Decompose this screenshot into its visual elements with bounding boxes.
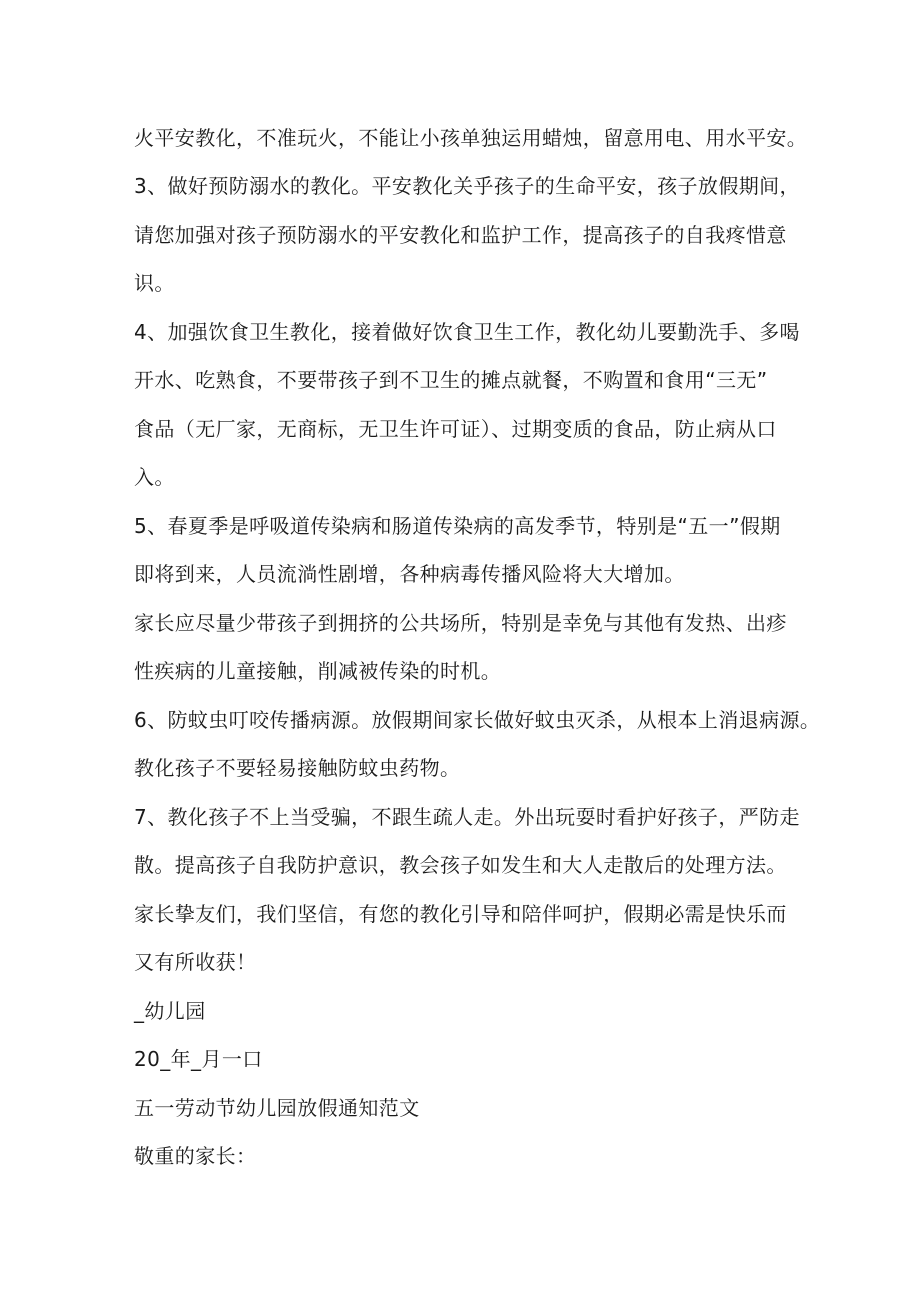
text-line: 教化孩子不要轻易接触防蚊虫药物。	[134, 756, 461, 780]
text-line: 食品（无厂家，无商标，无卫生许可证）、过期变质的食品，防止病从口	[134, 417, 777, 441]
text-line: 请您加强对孩子预防溺水的平安教化和监护工作，提高孩子的自我疼惜意	[134, 223, 787, 247]
text-line: 4、加强饮食卫生教化，接着做好饮食卫生工作，教化幼儿要勤洗手、多喝	[134, 320, 800, 344]
text-line: 入。	[134, 465, 175, 489]
text-line: 开水、吃熟食，不要带孩子到不卫生的摊点就餐，不购置和食用“三无”	[134, 368, 768, 392]
text-line: 5、春夏季是呼吸道传染病和肠道传染病的高发季节，特别是“五一”假期	[134, 514, 781, 538]
signature-date: 20_年_月一口	[134, 1047, 263, 1071]
text-line: 又有所收获！	[134, 950, 257, 974]
text-line: 火平安教化，不准玩火，不能让小孩单独运用蜡烛，留意用电、用水平安。	[134, 126, 808, 150]
text-line: 家长应尽量少带孩子到拥挤的公共场所，特别是幸免与其他有发热、出疹	[134, 611, 787, 635]
text-line: 散。提高孩子自我防护意识，教会孩子如发生和大人走散后的处理方法。	[134, 853, 787, 877]
text-line: 即将到来，人员流淌性剧增，各种病毒传播风险将大大增加。	[134, 562, 685, 586]
text-line: 6、防蚊虫叮咬传播病源。放假期间家长做好蚊虫灭杀，从根本上消退病源。	[134, 708, 821, 732]
salutation: 敬重的家长：	[134, 1144, 257, 1168]
text-line: 家长挚友们，我们坚信，有您的教化引导和陪伴呵护，假期必需是快乐而	[134, 902, 787, 926]
text-line: 3、做好预防溺水的教化。平安教化关乎孩子的生命平安，孩子放假期间，	[134, 174, 800, 198]
text-line: 性疾病的儿童接触，削减被传染的时机。	[134, 659, 502, 683]
text-line: 7、教化孩子不上当受骗，不跟生疏人走。外出玩耍时看护好孩子，严防走	[134, 805, 800, 829]
signature-kindergarten: _幼儿园	[134, 999, 206, 1023]
section-title: 五一劳动节幼儿园放假通知范文	[134, 1096, 420, 1120]
text-line: 识。	[134, 271, 175, 295]
